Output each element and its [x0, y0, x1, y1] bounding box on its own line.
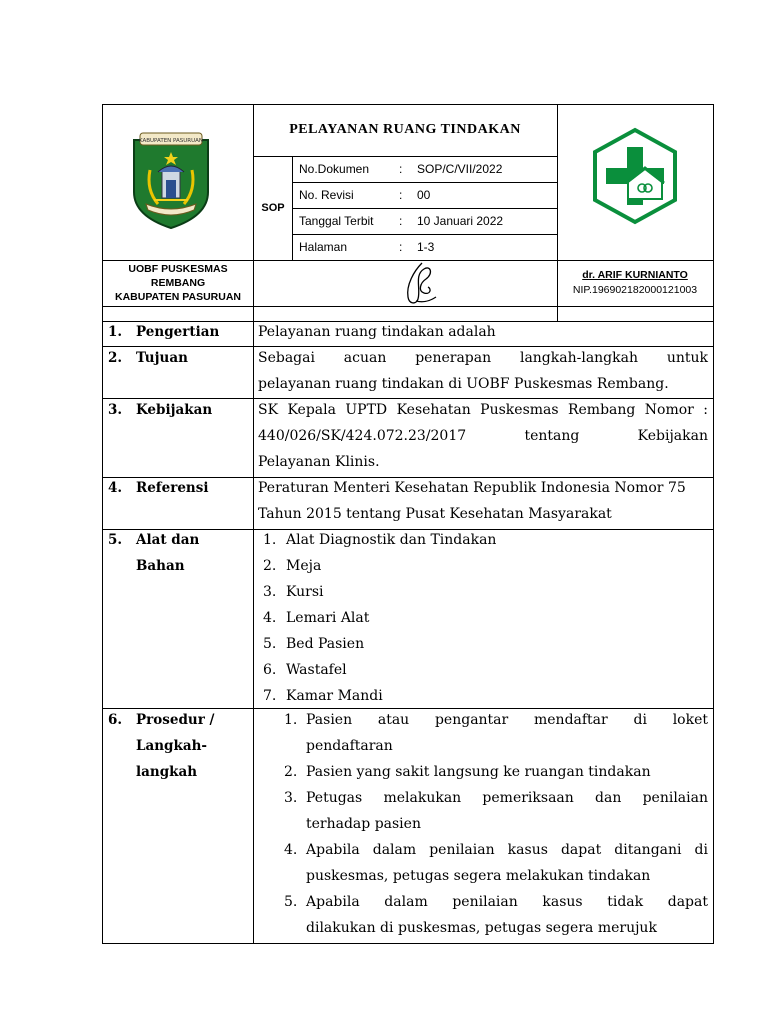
section-label-alat-bahan	[108, 527, 250, 579]
section-label: Pengertian	[136, 324, 220, 340]
signer-block	[557, 260, 713, 306]
signer-name: dr. ARIF KURNIANTO	[582, 269, 688, 281]
list-item: 1. Pasien atau pengantar mendaftar di loket pendaftaran	[284, 712, 708, 754]
sop-label: SOP	[261, 202, 285, 214]
section-label-kebijakan	[108, 397, 250, 423]
paragraph-line: pelayanan ruang tindakan di UOBF Puskesmas Rembang.	[258, 376, 669, 392]
section-label: Alat dan	[136, 532, 200, 548]
section-label: langkah	[136, 764, 198, 780]
signature-icon	[396, 261, 444, 307]
puskesmas-cross-logo-icon	[590, 127, 680, 225]
list-item: 3. Petugas melakukan pemeriksaan dan penilaian terhadap pasien	[284, 790, 708, 832]
meta-separator: :	[399, 162, 403, 176]
list-item: 1. Alat Diagnostik dan Tindakan	[263, 532, 497, 548]
section-content-prosedur	[258, 707, 708, 941]
section-number: 2.	[108, 350, 123, 366]
list-item: 4. Apabila dalam penilaian kasus dapat ditangani di puskesmas, petugas segera melakukan tindakan	[284, 842, 708, 884]
list-item: 3. Kursi	[263, 584, 324, 600]
meta-separator: :	[399, 188, 403, 202]
list-item: 5. Bed Pasien	[263, 636, 365, 652]
section-number: 6.	[108, 712, 123, 728]
list-item: 4. Lemari Alat	[263, 610, 370, 626]
document-title: PELAYANAN RUANG TINDAKAN	[289, 122, 521, 137]
section-content-kebijakan	[258, 397, 708, 475]
equipment-list	[258, 527, 708, 709]
meta-value: SOP/C/VII/2022	[417, 162, 503, 176]
org-line: KABUPATEN PASURUAN	[115, 291, 241, 303]
org-line: REMBANG	[150, 277, 206, 289]
section-number: 5.	[108, 532, 123, 548]
organization-name	[103, 260, 253, 306]
meta-value: 00	[417, 188, 431, 202]
list-item: 5. Apabila dalam penilaian kasus tidak dapat dilakukan di puskesmas, petugas segera merujuk	[284, 894, 708, 936]
meta-row-revision	[293, 182, 557, 208]
signer-nip: NIP.196902182000121003	[572, 284, 698, 296]
table-border-right	[713, 104, 714, 944]
meta-separator: :	[399, 240, 403, 254]
section-label: Prosedur /	[136, 712, 215, 728]
meta-key: Tanggal Terbit	[299, 214, 374, 228]
meta-key: No.Dokumen	[299, 162, 370, 176]
list-item: 7. Kamar Mandi	[263, 688, 383, 704]
table-border-left	[102, 104, 103, 944]
meta-row-issue-date	[293, 208, 557, 234]
meta-key: Halaman	[299, 240, 348, 254]
section-number: 1.	[108, 324, 123, 340]
section-label-referensi	[108, 475, 250, 501]
section-label: Langkah-	[136, 738, 208, 754]
paragraph-line: 440/026/SK/424.072.23/2017 tentang Kebijakan	[258, 428, 708, 444]
meta-row-document-number	[293, 156, 557, 182]
paragraph-line: Peraturan Menteri Kesehatan Republik Indonesia Nomor 75	[258, 480, 686, 496]
section-label: Referensi	[136, 480, 209, 496]
meta-value: 10 Januari 2022	[417, 214, 504, 228]
paragraph-line: Sebagai acuan penerapan langkah-langkah untuk	[258, 350, 708, 366]
section-number: 4.	[108, 480, 123, 496]
divider	[253, 321, 254, 944]
section-content-referensi	[258, 475, 708, 527]
regency-crest-logo	[128, 130, 214, 230]
section-label: Kebijakan	[136, 402, 213, 418]
procedure-list	[258, 707, 708, 941]
list-item: 2. Meja	[263, 558, 322, 574]
svg-text:KABUPATEN PASURUAN: KABUPATEN PASURUAN	[138, 138, 204, 144]
section-content-tujuan	[258, 345, 708, 397]
paragraph-line: Tahun 2015 tentang Pusat Kesehatan Masyarakat	[258, 506, 612, 522]
section-content-alat-bahan	[258, 527, 708, 709]
list-item: 2. Pasien yang sakit langsung ke ruangan tindakan	[284, 764, 651, 780]
table-border-bottom	[102, 943, 714, 944]
meta-row-page	[293, 234, 557, 260]
paragraph-line: SK Kepala UPTD Kesehatan Puskesmas Rembang Nomor :	[258, 402, 708, 418]
meta-value: 1-3	[417, 240, 435, 254]
section-label: Tujuan	[136, 350, 188, 366]
section-number: 3.	[108, 402, 123, 418]
list-item: 6. Wastafel	[263, 662, 347, 678]
section-label-prosedur	[108, 707, 250, 785]
section-label: Bahan	[136, 558, 185, 574]
org-line: UOBF PUSKESMAS	[128, 263, 228, 275]
meta-separator: :	[399, 214, 403, 228]
section-label-pengertian	[108, 319, 250, 345]
section-content-pengertian: Pelayanan ruang tindakan adalah	[258, 324, 496, 340]
section-label-tujuan	[108, 345, 250, 371]
meta-key: No. Revisi	[299, 188, 354, 202]
paragraph-line: Pelayanan Klinis.	[258, 454, 380, 470]
